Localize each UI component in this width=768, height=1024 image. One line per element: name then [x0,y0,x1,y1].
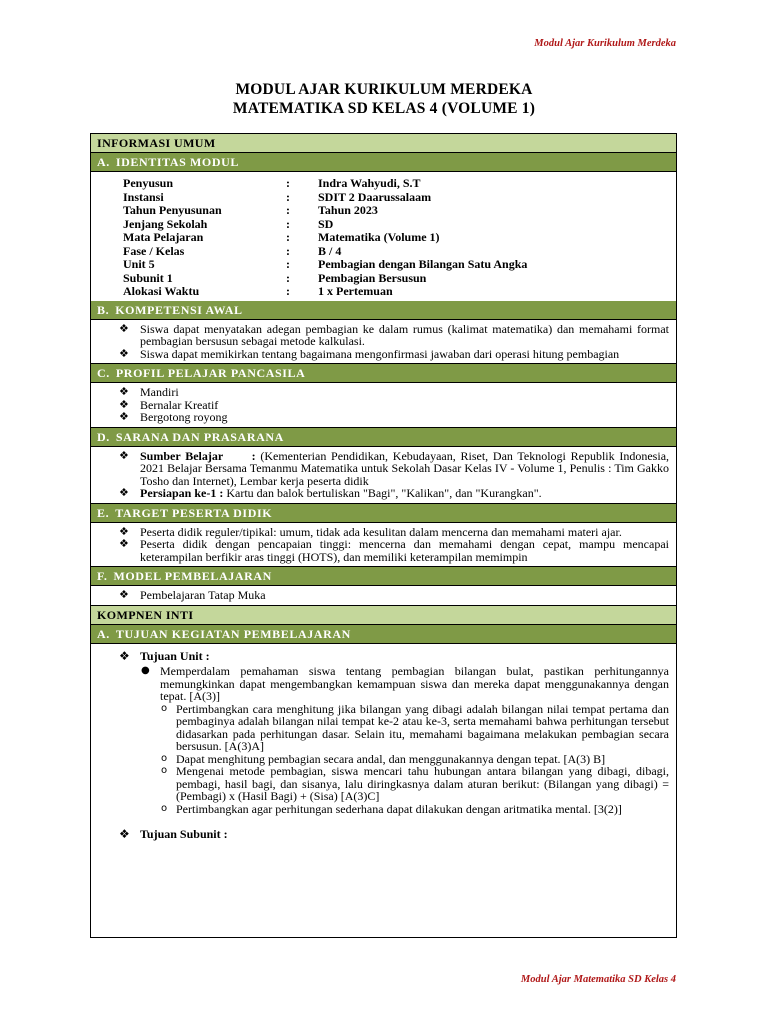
item-text: Memperdalam pemahaman siswa tentang pembagian bilangan bulat, pastikan perhitungannya memungkinkan dapat mengembangkan kemampuan siswa dan mereka dapat menggunakannya dengan tepat. [A(3)] [160,664,669,703]
list-item [119,450,669,488]
field-colon: : [286,230,290,244]
field-value: Pembagian Bersusun [318,270,427,285]
title-line-2: MATEMATIKA SD KELAS 4 (VOLUME 1) [232,100,536,117]
bullet-dot-icon: ● [141,665,150,676]
tujuan-kegiatan-heading [91,625,676,644]
identitas-row [123,191,676,205]
field-key: Penyusun [123,176,174,190]
informasi-umum-heading: INFORMASI UMUM [91,134,676,153]
list-item [139,665,669,703]
field-colon: : [286,284,290,298]
diamond-bullet-icon: ❖ [119,385,129,398]
list-item [119,487,669,500]
target-peserta-list [91,523,676,568]
diamond-bullet-icon: ❖ [119,321,129,335]
diamond-bullet-icon: ❖ [119,588,129,601]
sub-list-item [161,765,669,803]
list-item [119,411,669,424]
field-value: Matematika (Volume 1) [318,230,440,244]
field-colon: : [286,257,290,271]
circle-bullet-icon: o [161,702,168,714]
list-item [119,589,669,602]
identitas-row [123,231,676,245]
sub-list-item [161,703,669,753]
sumber-belajar-text: (Kementerian Pendidikan, Kebudayaan, Riset, Dan Teknologi Republik Indonesia, 2021 Belajar Bersama Temanmu Matematika untuk Sekolah Dasar Kelas IV - Volume 1, Penulis : Tim Gakko Tosho dan Internet), Lembar kerja peserta didik [140,448,670,488]
tujuan-kegiatan-content [91,644,676,844]
section-index: C. [97,366,110,380]
diamond-bullet-icon: ❖ [119,537,129,550]
section-index: B. [97,302,110,317]
section-label: IDENTITAS MODUL [115,155,240,169]
sumber-belajar-label: Sumber Belajar [140,448,224,463]
identitas-row [123,204,676,218]
item-text: Pertimbangkan cara menghitung jika bilangan yang dibagi adalah bilangan nilai tempat pertama dan pembaginya adalah bilangan nilai tempat ke-2 atau ke-3, serta memahami bahwa perhitungan tersebut didasarkan pada perhitungan dasar. Selain itu, memahami bagaimana melakukan pembagian secara bersusun. [A(3)A] [176,701,669,753]
field-colon: : [286,270,290,285]
field-value: SD [318,216,334,231]
identitas-row [123,272,676,286]
tujuan-unit-label: Tujuan Unit : [140,648,210,663]
section-label: KOMPETENSI AWAL [115,302,243,317]
persiapan-label: Persiapan ke-1 : [140,486,224,500]
field-colon: : [286,243,290,258]
item-text: Mengenai metode pembagian, siswa mencari tahu hubungan antara bilangan yang dibagi, dibagi, pembagi, hasil bagi, dan sisanya, lalu diringkasnya dalam aturan berikut: (Bilangan yang dibagi) = (Pembagi) x (Hasil Bagi) + (Sisa) [A(3)C] [176,764,669,803]
title-line-1: MODUL AJAR KURIKULUM MERDEKA [235,81,533,98]
diamond-bullet-icon: ❖ [119,448,129,462]
field-colon: : [286,176,290,190]
field-key: Unit 5 [123,257,155,271]
item-text: Mandiri [140,385,179,399]
sarana-prasarana-heading [91,428,676,447]
circle-bullet-icon: o [161,752,168,764]
identitas-row [123,177,676,191]
field-value: B / 4 [318,243,342,258]
target-peserta-heading [91,504,676,523]
identitas-list [91,172,676,301]
field-key: Fase / Kelas [123,243,185,258]
field-key: Mata Pelajaran [123,230,204,244]
field-key: Tahun Penyusunan [123,203,222,217]
item-text: Pertimbangkan agar perhitungan sederhana dapat dilakukan dengan aritmatika mental. [3(2)] [176,801,622,816]
identitas-row [123,258,676,272]
footer-running-title: Modul Ajar Matematika SD Kelas 4 [520,974,676,985]
list-item [119,538,669,563]
section-label: SARANA DAN PRASARANA [115,429,284,444]
field-key: Subunit 1 [123,270,173,285]
field-value: Indra Wahyudi, S.T [318,176,421,190]
tujuan-subunit-label: Tujuan Subunit : [140,827,228,841]
diamond-bullet-icon: ❖ [119,397,129,411]
tujuan-unit-item [119,650,669,663]
section-label: TUJUAN KEGIATAN PEMBELAJARAN [115,626,351,641]
identitas-row [123,285,676,299]
item-text: Bergotong royong [140,410,228,424]
diamond-bullet-icon: ❖ [119,827,130,841]
header-running-title: Modul Ajar Kurikulum Merdeka [534,38,676,49]
section-index: F. [97,569,108,583]
item-text: Bernalar Kreatif [140,397,219,412]
document-title [0,80,768,118]
field-value: Pembagian dengan Bilangan Satu Angka [318,257,528,271]
field-key: Alokasi Waktu [123,284,200,298]
item-text: Siswa dapat menyatakan adegan pembagian ke dalam rumus (kalimat matematika) dan memahami format pembagian bersusun sebagai metode kalkulasi. [140,321,669,348]
item-text: Peserta didik dengan pencapaian tinggi: mencerna dan memahami dengan cepat, mampu mencapai keterampilan berfikir aras tinggi (HOTS), dan memiliki keterampilan memimpin [140,537,669,564]
section-label: TARGET PESERTA DIDIK [115,505,273,520]
komponen-inti-heading: KOMPNEN INTI [91,606,676,625]
section-label: MODEL PEMBELAJARAN [113,569,272,583]
sub-list-item [161,803,669,816]
identitas-row [123,218,676,232]
module-table [90,133,677,938]
field-key: Instansi [123,189,164,204]
list-item [119,323,669,348]
diamond-bullet-icon: ❖ [119,346,129,360]
section-index: E. [97,505,110,520]
tujuan-subunit-item [119,828,669,841]
field-key: Jenjang Sekolah [123,216,208,231]
model-pembelajaran-heading [91,567,676,586]
profil-pelajar-list [91,383,676,428]
profil-pelajar-heading [91,364,676,383]
sarana-prasarana-list [91,447,676,504]
list-item [119,348,669,361]
field-colon: : [286,216,290,231]
circle-bullet-icon: o [161,802,168,814]
section-label: PROFIL PELAJAR PANCASILA [115,366,306,380]
field-colon: : [286,189,290,204]
section-index: A. [97,626,110,641]
field-colon: : [286,203,290,217]
section-index: A. [97,155,110,169]
item-text: Peserta didik reguler/tipikal: umum, tidak ada kesulitan dalam mencerna dan memahami materi ajar. [140,524,622,539]
circle-bullet-icon: o [161,765,168,776]
kompetensi-awal-list [91,320,676,365]
item-text: Dapat menghitung pembagian secara andal, dan menggunakannya dengan tepat. [A(3) B] [176,751,606,766]
item-text: Siswa dapat memikirkan tentang bagaimana mengonfirmasi jawaban dari operasi hitung pembagian [140,346,620,361]
identitas-row [123,245,676,259]
section-index: D. [97,429,110,444]
item-text: Pembelajaran Tatap Muka [140,588,266,602]
diamond-bullet-icon: ❖ [119,410,129,423]
diamond-bullet-icon: ❖ [119,524,129,538]
field-value: SDIT 2 Daarussalaam [318,189,432,204]
model-pembelajaran-list [91,586,676,606]
field-value: 1 x Pertemuan [318,284,393,298]
field-value: Tahun 2023 [318,203,378,217]
kompetensi-awal-heading [91,301,676,320]
diamond-bullet-icon: ❖ [119,648,130,663]
persiapan-text: Kartu dan balok bertuliskan "Bagi", "Kalikan", dan "Kurangkan". [226,486,542,500]
diamond-bullet-icon: ❖ [119,486,129,499]
sumber-belajar-colon: : [251,448,256,463]
identitas-modul-heading [91,153,676,172]
